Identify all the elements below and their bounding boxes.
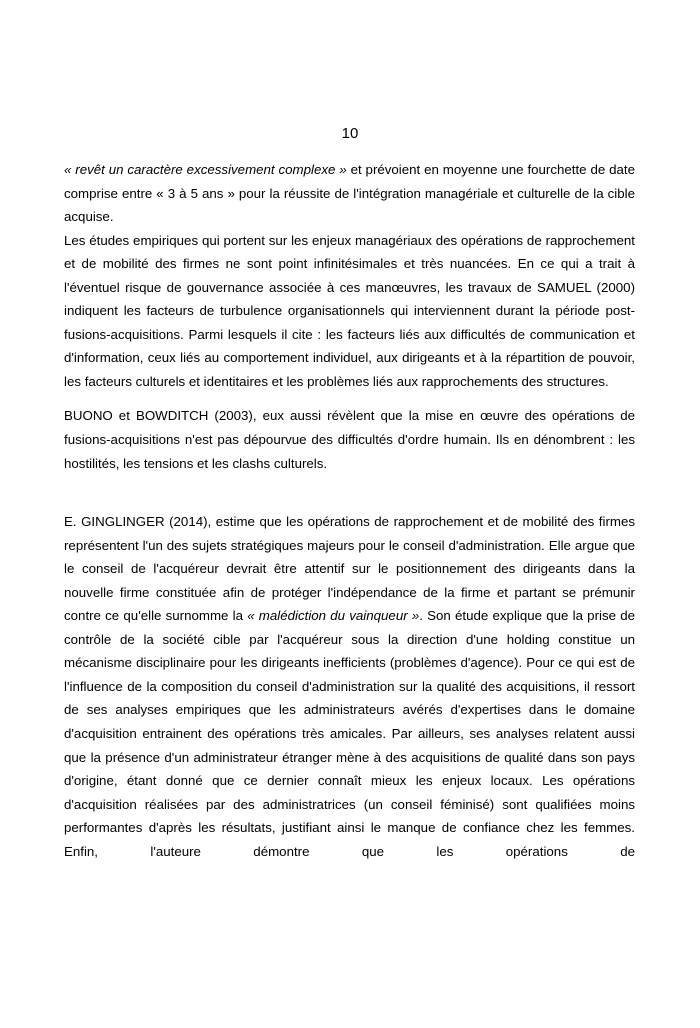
quoted-phrase: « revêt un caractère excessivement complexe » — [64, 162, 347, 177]
paragraph-spacer — [64, 475, 635, 510]
paragraph-4-text-start: E. GINGLINGER (2014), estime que les opérations de rapprochement et de mobilité des firmes représentent l'un des sujets stratégiques majeurs pour le conseil d'administration. Elle argue que le conseil de l'acquéreur devrait être attentif sur le positionnement des dirigeants dans la nouvelle firme constituée afin de protéger l'indépendance de la firme et partant se prémunir contre ce qu'elle surnomme la — [64, 514, 635, 624]
document-body — [64, 158, 635, 863]
paragraph-3: BUONO et BOWDITCH (2003), eux aussi révèlent que la mise en œuvre des opérations de fusions-acquisitions n'est pas dépourvue des difficultés d'ordre humain. Ils en dénombrent : les hostilités, les tensions et les clashs culturels. — [64, 408, 635, 471]
paragraph-4-text-end: . Son étude explique que la prise de contrôle de la société cible par l'acquéreur sous la direction d'une holding constitue un mécanisme disciplinaire pour les dirigeants inefficients (problèmes d'agence). Pour ce qui est de l'influence de la composition du conseil d'administration sur la qualité des acquisitions, il ressort de ses analyses empiriques que les administrateurs avérés d'expertises dans le domaine d'acquisition entrainent des opérations très amicales. Par ailleurs, ses analyses relatent aussi que la présence d'un administrateur étranger mène à des acquisitions de qualité dans son pays d'origine, étant donné que ce dernier connaît mieux les enjeux locaux. Les opérations d'acquisition réalisées par des administratrices (un conseil féminisé) sont qualifiées moins performantes d'après les résultats, justifiant ainsi le manque de confiance chez les femmes. Enfin, l'auteure démontre que les opérations de — [64, 608, 635, 859]
paragraph-1-text: et prévoient en moyenne une fourchette de date comprise entre « 3 à 5 ans » pour la réussite de l'intégration managériale et culturelle de la cible acquise. — [64, 162, 636, 225]
quoted-phrase: « malédiction du vainqueur » — [247, 608, 420, 624]
paragraph-4 — [64, 510, 635, 863]
page-number: 10 — [341, 125, 359, 142]
paragraph-spacer — [64, 393, 635, 404]
paragraph-1 — [64, 158, 635, 229]
paragraph-2: Les études empiriques qui portent sur les enjeux managériaux des opérations de rapprochement et de mobilité des firmes ne sont point infinitésimales et très nuancées. En ce qui a trait à l'éventuel risque de gouvernance associée à ces manœuvres, les travaux de SAMUEL (2000) indiquent les facteurs de turbulence organisationnels qui interviennent durant la période post-fusions-acquisitions. Parmi lesquels il cite : les facteurs liés aux difficultés de communication et d'information, ceux liés au comportement individuel, aux dirigeants et à la répartition de pouvoir, les facteurs culturels et identitaires et les problèmes liés aux rapprochements des structures. — [64, 232, 635, 389]
